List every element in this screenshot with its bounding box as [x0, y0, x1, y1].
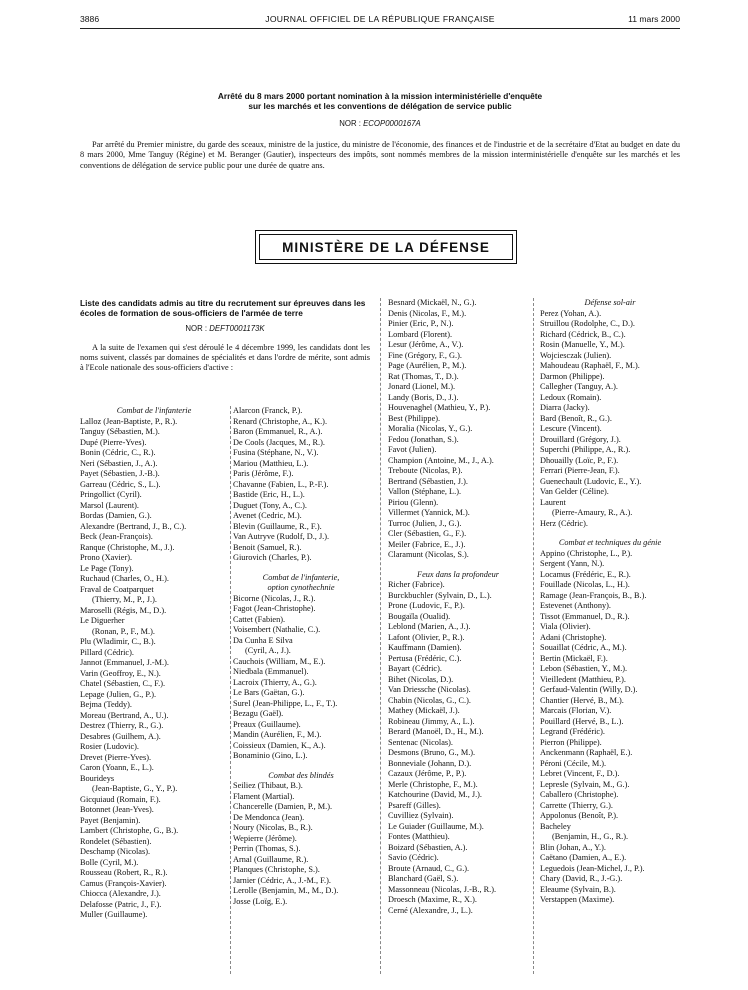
- list-item-continuation: (Cyril, A., J.).: [245, 646, 291, 655]
- page-number: 3886: [80, 14, 100, 24]
- list-item: Tanguy (Sébastien, M.).: [80, 427, 160, 436]
- list-item: Caron (Yoann, E., L.).: [80, 763, 154, 772]
- list-item: Blevin (Guillaume, R., F.).: [233, 521, 322, 531]
- section-title: Combat de l'infanterie,: [262, 572, 340, 582]
- column-divider: [533, 298, 534, 974]
- list-item: Lesur (Jérôme, A., V.).: [388, 340, 464, 349]
- list-item: Bonneviale (Johann, D.).: [388, 758, 472, 768]
- list-item: Claramunt (Nicolas, S.).: [388, 550, 469, 559]
- list-item: Massonneau (Nicolas, J.-B., R.).: [388, 884, 497, 894]
- list-item: Van Driessche (Nicolas).: [388, 685, 471, 694]
- list-item: Bonin (Cédric, C., R.).: [80, 448, 156, 457]
- list-item: Blin (Johan, A., Y.).: [540, 842, 606, 852]
- list-item: Desmons (Bruno, G., M.).: [388, 748, 476, 757]
- list-item: Besnard (Mickaël, N., G.).: [388, 298, 477, 307]
- list-item: Paris (Jérôme, F.).: [233, 469, 294, 478]
- section-gap: [540, 529, 680, 538]
- list-nor-label: NOR :: [185, 324, 208, 333]
- list-item: Drevet (Pierre-Yves).: [80, 752, 152, 762]
- list-item: Niedbala (Emmanuel).: [233, 667, 309, 676]
- list-item: Varin (Geoffroy, E., N.).: [80, 668, 161, 678]
- list-item: Diarra (Jacky).: [540, 403, 590, 412]
- list-item: Richard (Cédrick, B., C.).: [540, 329, 626, 339]
- list-item: Jannot (Emmanuel, J.-M.).: [80, 658, 169, 667]
- list-item: Duguet (Tony, A., C.).: [233, 500, 308, 510]
- list-item: Sergent (Yann, N.).: [540, 559, 605, 568]
- list-item: Pinier (Eric, P., N.).: [388, 319, 454, 328]
- list-item: Verstappen (Maxime).: [540, 895, 615, 904]
- list-item: Villermet (Yannick, M.).: [388, 508, 470, 517]
- section-gap: [233, 762, 369, 771]
- list-item: Favot (Julien).: [388, 445, 437, 454]
- list-item: Maroselli (Régis, M., D.).: [80, 605, 167, 615]
- list-item: Bordas (Damien, G.).: [80, 511, 152, 520]
- list-item: Fagot (Jean-Christophe).: [233, 604, 316, 613]
- section-title: Combat et techniques du génie: [558, 538, 662, 547]
- list-item: Preaux (Guillaume).: [233, 719, 301, 729]
- list-item: Blanchard (Gaël, S.).: [388, 874, 459, 883]
- list-item: Richer (Fabrice).: [388, 580, 445, 589]
- list-item: Wojciesczak (Julien).: [540, 350, 612, 360]
- list-item: Berard (Manoël, D., H., M.).: [388, 727, 484, 736]
- list-item: Pertusa (Frédéric, C.).: [388, 653, 462, 663]
- list-item-continuation: (Benjamin, H., G., R.).: [552, 832, 629, 841]
- list-item: Jonard (Lionel, M.).: [388, 382, 456, 391]
- list-item: Chiocca (Alexandre, J.).: [80, 889, 161, 898]
- column-divider: [380, 298, 381, 974]
- list-item: Drouillard (Grégory, J.).: [540, 434, 621, 444]
- list-item: Desabres (Guilhem, A.).: [80, 731, 161, 741]
- list-item: Gerfaud-Valentin (Willy, D.).: [540, 685, 638, 694]
- arrete-title-line2: sur les marchés et les conventions de délégation de service public: [248, 101, 512, 111]
- list-item: Bejma (Teddy).: [80, 700, 132, 709]
- arrete-nor-label: NOR :: [339, 119, 361, 128]
- list-intro: A la suite de l'examen qui s'est déroulé le 4 décembre 1999, les candidats dont les noms suivent, classés par domaines de spécialités et dans l'ordre de mérite, sont admis à l'Ecole nationale des sous-officiers d'active :: [80, 342, 370, 373]
- list-item: Moreau (Bertrand, A., U.).: [80, 710, 169, 720]
- list-item: Bertin (Mickaël, F.).: [540, 653, 608, 663]
- section-gap: [233, 564, 369, 573]
- list-item: Van Autryve (Rudolf, D., J.).: [233, 532, 330, 541]
- list-item-continuation: (Thierry, M., P., J.).: [92, 595, 157, 604]
- list-item: Da Cunha E Silva: [233, 635, 293, 645]
- list-item: Fedou (Jonathan, S.).: [388, 434, 459, 444]
- list-item: Cler (Sébastien, G., F.).: [388, 529, 467, 538]
- list-item: Payet (Sébastien, J.-B.).: [80, 469, 160, 478]
- list-item: Bayart (Cédric).: [388, 664, 442, 673]
- list-item: De Mendonca (Jean).: [233, 812, 305, 822]
- list-item: Landy (Boris, D., J.).: [388, 392, 459, 402]
- list-item: Dhouailly (Loïc, P., F.).: [540, 455, 619, 465]
- list-item: Le Page (Tony).: [80, 563, 134, 573]
- list-item: Marcais (Florian, V.).: [540, 706, 612, 715]
- list-item: Fraval de Coatparquet: [80, 584, 154, 594]
- list-item: Sentenac (Nicolas).: [388, 737, 453, 747]
- list-item: Psareff (Gilles).: [388, 800, 441, 810]
- list-item: Prono (Xavier).: [80, 553, 133, 562]
- list-item: Flament (Martial).: [233, 791, 295, 801]
- arrete-nor-code: ECOP0000167A: [363, 119, 421, 128]
- list-item: Lafont (Olivier, P., R.).: [388, 632, 465, 642]
- list-item: Guenechault (Ludovic, E., Y.).: [540, 476, 642, 486]
- section-title: Combat des blindés: [268, 770, 334, 780]
- list-item: Appino (Christophe, L., P.).: [540, 548, 633, 558]
- list-item: Robineau (Jimmy, A., L.).: [388, 716, 475, 726]
- list-item: Muller (Guillaume).: [80, 910, 148, 919]
- list-item: Ranque (Christophe, M., J.).: [80, 542, 175, 552]
- list-item: Botonnet (Jean-Yves).: [80, 805, 154, 814]
- column-2: [388, 298, 528, 916]
- list-item: Struillou (Rodolphe, C., D.).: [540, 319, 635, 328]
- list-item: Ledoux (Romain).: [540, 392, 602, 402]
- list-item: Tissot (Emmanuel, D., R.).: [540, 611, 630, 621]
- list-item-continuation: (Jean-Baptiste, G., Y., P.).: [92, 784, 178, 793]
- list-item: Merle (Christophe, F., M.).: [388, 779, 478, 789]
- list-item: Camus (François-Xavier).: [80, 878, 167, 888]
- list-item: Cerné (Alexandre, J., L.).: [388, 905, 473, 915]
- section-title: Défense sol-air: [584, 298, 636, 307]
- list-item: Superchi (Philippe, A., R.).: [540, 445, 631, 454]
- list-item: Chavanne (Fabien, L., P.-F.).: [233, 479, 329, 489]
- list-item: Vieilledent (Matthieu, P.).: [540, 674, 626, 684]
- list-item: Bastide (Eric, H., L.).: [233, 490, 305, 499]
- issue-date: 11 mars 2000: [628, 14, 680, 24]
- list-item: Lebret (Vincent, F., D.).: [540, 769, 620, 778]
- list-item-continuation: (Pierre-Amaury, R., A.).: [552, 508, 633, 517]
- list-item: Jarnier (Cédric, A., J.-M., F.).: [233, 875, 331, 885]
- list-item: Boizard (Sébastien, A.).: [388, 842, 468, 852]
- list-item: Prone (Ludovic, F., P.).: [388, 601, 465, 610]
- list-item: Lepage (Julien, G., P.).: [80, 689, 157, 699]
- list-item: Chary (David, R., J.-G.).: [540, 874, 623, 883]
- list-item: Ruchaud (Charles, O., H.).: [80, 574, 169, 583]
- column-divider: [230, 406, 231, 974]
- list-item: Darmon (Philippe).: [540, 371, 605, 381]
- list-item: Baron (Emmanuel, R., A.).: [233, 427, 323, 436]
- list-item: Herz (Cédric).: [540, 518, 588, 528]
- list-item: Droesch (Maxime, R., X.).: [388, 895, 477, 904]
- list-item: Pouillard (Hervé, B., L.).: [540, 716, 624, 726]
- list-item: Plu (Wladimir, C., B.).: [80, 637, 156, 646]
- list-item: Savio (Cédric).: [388, 853, 439, 862]
- list-item: Burckbuchler (Sylvain, D., L.).: [388, 590, 492, 600]
- list-item: Chatel (Sébastien, C., F.).: [80, 679, 166, 688]
- list-item: Péroni (Cécile, M.).: [540, 758, 607, 768]
- list-item: Ferrari (Pierre-Jean, F.).: [540, 466, 620, 475]
- section-gap: [388, 561, 528, 570]
- list-item-continuation: (Ronan, P., F., M.).: [92, 626, 155, 636]
- ministry-title: MINISTÈRE DE LA DÉFENSE: [259, 234, 513, 260]
- list-item: De Cools (Jacques, M., R.).: [233, 437, 325, 447]
- list-item: Souaillat (Cédric, A., M.).: [540, 643, 627, 652]
- list-item: Wepierre (Jérôme).: [233, 833, 297, 843]
- list-item: Katchourine (David, M., J.).: [388, 790, 483, 799]
- list-item: Fine (Grégory, F., G.).: [388, 350, 462, 360]
- list-item: Alarcon (Franck, P.).: [233, 406, 303, 415]
- section-title: Combat de l'infanterie: [116, 406, 192, 415]
- list-item: Piriou (Glenn).: [388, 497, 439, 507]
- ministry-box: [255, 230, 517, 264]
- list-item: Avenet (Cedric, M.).: [233, 511, 302, 520]
- list-item: Rousseau (Robert, R., R.).: [80, 868, 168, 877]
- column-1a: [80, 406, 228, 921]
- list-item: Dupé (Pierre-Yves).: [80, 437, 147, 447]
- list-item: Beck (Jean-François).: [80, 532, 153, 541]
- list-item: Cattet (Fabien).: [233, 614, 286, 624]
- list-item: Van Gelder (Céline).: [540, 487, 609, 496]
- list-item: Arnal (Guillaume, R.).: [233, 854, 309, 864]
- list-item: Josse (Loïg, E.).: [233, 896, 288, 906]
- list-item: Mandin (Aurélien, F., M.).: [233, 730, 322, 739]
- list-item: Planques (Christophe, S.).: [233, 865, 320, 874]
- list-item: Le Bars (Gaëtan, G.).: [233, 688, 305, 697]
- page-header: [80, 14, 680, 28]
- list-item: Rondelet (Sébastien).: [80, 836, 152, 846]
- journal-title: JOURNAL OFFICIEL DE LA RÉPUBLIQUE FRANÇAISE: [265, 14, 495, 24]
- list-item: Renard (Christophe, A., K.).: [233, 416, 328, 426]
- list-nor: [80, 324, 370, 335]
- list-item: Chantier (Hervé, B., M.).: [540, 695, 624, 705]
- list-item: Bolle (Cyril, M.).: [80, 857, 139, 867]
- list-item: Cuvilliez (Sylvain).: [388, 811, 454, 820]
- list-item: Payet (Benjamin).: [80, 815, 141, 825]
- list-item: Destrez (Thierry, R., G.).: [80, 721, 164, 730]
- list-item: Best (Philippe).: [388, 413, 441, 423]
- list-item: Champion (Antoine, M., J., A.).: [388, 455, 494, 465]
- list-item: Le Diguerher: [80, 616, 125, 625]
- list-item: Lombard (Florent).: [388, 329, 453, 339]
- list-item: Pillard (Cédric).: [80, 647, 134, 657]
- list-item: Appolonus (Benoît, P.).: [540, 811, 619, 820]
- list-item: Vallon (Stéphane, L.).: [388, 487, 462, 496]
- list-item: Perrin (Thomas, S.).: [233, 844, 301, 853]
- list-item: Caballero (Christophe).: [540, 790, 619, 799]
- list-item: Legrand (Frédéric).: [540, 727, 605, 736]
- list-item: Rat (Thomas, T., D.).: [388, 371, 459, 381]
- list-item: Bezagu (Gaël).: [233, 709, 284, 718]
- list-item: Treboute (Nicolas, P.).: [388, 466, 463, 475]
- list-item: Kauffmann (Damien).: [388, 643, 462, 652]
- list-item: Bourideys: [80, 773, 115, 783]
- list-item: Rosin (Manuelle, Y., M.).: [540, 340, 625, 349]
- list-item: Delafosse (Patric, J., F.).: [80, 899, 162, 909]
- list-item: Giurovich (Charles, P.).: [233, 553, 312, 562]
- list-item: Estevenet (Anthony).: [540, 601, 611, 610]
- list-item: Lebon (Sébastien, Y., M.).: [540, 664, 628, 673]
- list-item: Bacheley: [540, 821, 571, 831]
- list-item: Houvenaghel (Mathieu, Y., P.).: [388, 403, 491, 412]
- list-item: Mathey (Mickaël, J.).: [388, 706, 460, 715]
- list-item: Voisembert (Nathalie, C.).: [233, 625, 321, 634]
- list-item: Broute (Arnaud, C., G.).: [388, 863, 470, 873]
- list-item: Seiliez (Thibaut, B.).: [233, 781, 303, 790]
- list-item: Bihet (Nicolas, D.).: [388, 674, 454, 684]
- list-item: Le Guiader (Guillaume, M.).: [388, 821, 484, 831]
- list-item: Rosier (Ludovic).: [80, 742, 139, 751]
- list-header: [80, 298, 370, 373]
- list-item: Pierron (Philippe).: [540, 737, 602, 747]
- list-item: Lerolle (Benjamin, M., M., D.).: [233, 886, 339, 895]
- list-title: Liste des candidats admis au titre du recrutement sur épreuves dans les écoles de formation de sous-officiers de l'armée de terre: [80, 298, 366, 318]
- list-item: Lescure (Vincent).: [540, 424, 602, 433]
- list-item: Leguedois (Jean-Michel, J., P.).: [540, 863, 645, 873]
- list-item: Lacroix (Thierry, A., G.).: [233, 677, 317, 687]
- list-item: Bicorne (Nicolas, J., R.).: [233, 593, 316, 603]
- list-item: Chancerelle (Damien, P., M.).: [233, 802, 333, 811]
- list-item: Fouillade (Nicolas, L., H.).: [540, 580, 630, 589]
- list-item: Pringollict (Cyril).: [80, 490, 142, 499]
- list-item: Leblond (Marien, A., J.).: [388, 622, 471, 631]
- arrete-title-line1: Arrêté du 8 mars 2000 portant nomination à la mission interministérielle d'enquête: [217, 91, 543, 101]
- list-item: Chabin (Nicolas, G., C.).: [388, 695, 471, 705]
- list-item: Benoit (Samuel, R.).: [233, 542, 302, 552]
- list-item: Anckenmann (Raphaël, E.).: [540, 748, 633, 757]
- list-item: Neri (Sébastien, J., A.).: [80, 458, 158, 468]
- list-item: Fontes (Matthieu).: [388, 832, 450, 841]
- list-item: Bougaïla (Oualid).: [388, 611, 451, 621]
- list-item: Noury (Nicolas, B., R.).: [233, 823, 313, 832]
- list-item: Gicquiaud (Romain, F.).: [80, 794, 161, 804]
- list-item: Page (Aurélien, P., M.).: [388, 361, 467, 370]
- list-item: Mariou (Matthieu, L.).: [233, 458, 309, 468]
- list-item: Fusina (Stéphane, N., V.).: [233, 448, 319, 457]
- list-item: Lambert (Christophe, G., B.).: [80, 826, 179, 835]
- arrete-title: [80, 91, 680, 111]
- list-item: Bard (Benoît, R., G.).: [540, 413, 612, 423]
- list-item: Locamus (Frédéric, E., R.).: [540, 569, 631, 579]
- list-item: Meiler (Fabrice, E., J.).: [388, 539, 466, 549]
- column-3: [540, 298, 680, 906]
- list-item: Bonaminio (Gino, L.).: [233, 751, 308, 760]
- list-item: Moralia (Nicolas, Y., G.).: [388, 424, 473, 433]
- list-item: Cazaux (Jérôme, P., P.).: [388, 769, 467, 778]
- list-item: Garreau (Cédric, S., L.).: [80, 479, 161, 489]
- column-1b: [233, 406, 369, 907]
- list-item: Ramage (Jean-François, B., B.).: [540, 590, 647, 600]
- list-item: Coissieux (Damien, K., A.).: [233, 740, 326, 750]
- arrete-nor: [80, 119, 680, 128]
- list-item: Mahoudeau (Raphaël, F., M.).: [540, 361, 640, 370]
- list-item: Denis (Nicolas, F., M.).: [388, 308, 467, 318]
- list-item: Marsol (Laurent).: [80, 500, 139, 510]
- section-title: Feux dans la profondeur: [417, 569, 499, 579]
- list-item: Viala (Olivier).: [540, 622, 591, 631]
- list-item: Callegher (Tanguy, A.).: [540, 382, 618, 391]
- header-rule: [80, 28, 680, 29]
- section-title: option cynothechnie: [267, 583, 335, 592]
- list-item: Bertrand (Sébastien, J.).: [388, 476, 468, 486]
- list-item: Lepresle (Sylvain, M., G.).: [540, 779, 630, 789]
- list-item: Laurent: [540, 497, 566, 507]
- list-item: Perez (Yohan, A.).: [540, 308, 602, 318]
- list-item: Turroc (Julien, J., G.).: [388, 518, 462, 528]
- list-item: Cauchois (William, M., E.).: [233, 656, 326, 666]
- arrete-body: Par arrêté du Premier ministre, du garde des sceaux, ministre de la justice, du ministre de l'économie, des finances et de l'industrie et de la secrétaire d'Etat au budget en date du 8 mars 2000, Mme Tanguy (Régine) et M. Beranger (Gautier), inspecteurs des impôts, sont nommés membres de la mission interministérielle d'enquête sur les marchés et les conventions de délégation de service public pour une durée de quatre ans.: [80, 140, 680, 170]
- list-item: Surel (Jean-Philippe, L., F., T.).: [233, 698, 338, 708]
- list-item: Caëtano (Damien, A., E.).: [540, 853, 627, 862]
- list-item: Alexandre (Bertrand, J., B., C.).: [80, 521, 187, 531]
- list-nor-code: DEFT0001173K: [209, 324, 265, 333]
- list-item: Lalloz (Jean-Baptiste, P., R.).: [80, 416, 178, 426]
- list-item: Eleaume (Sylvain, B.).: [540, 884, 616, 894]
- list-item: Deschamp (Nicolas).: [80, 847, 151, 856]
- list-item: Carrette (Thierry, G.).: [540, 800, 613, 810]
- list-item: Adani (Christophe).: [540, 632, 607, 642]
